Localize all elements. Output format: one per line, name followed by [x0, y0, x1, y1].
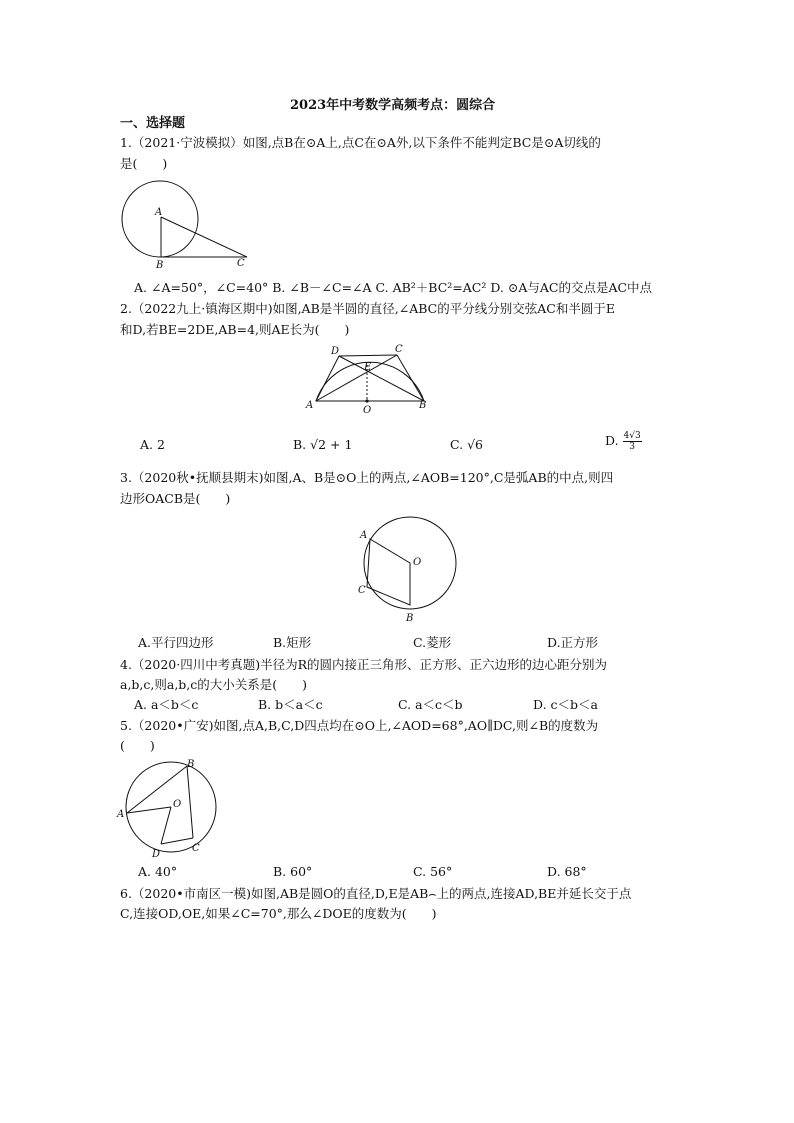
q4-stem-line1: 4.（2020·四川中考真题)半径为R的圆内接正三角形、正方形、正六边形的边心距分别为: [120, 657, 608, 672]
q4-option-d: D. c＜b＜a: [533, 697, 598, 712]
q2-option-d-denominator: 3: [629, 442, 635, 452]
q6-stem-line2: C,连接OD,OE,如果∠C=70°,那么∠DOE的度数为( ): [120, 906, 437, 921]
q2-center-dot: [365, 399, 368, 402]
q3-quadrilateral: [367, 539, 410, 605]
q5-label-b: B: [187, 759, 195, 770]
q2-stem-line2: 和D,若BE=2DE,AB=4,则AE长为( ): [120, 322, 350, 337]
q3-label-b: B: [406, 613, 414, 624]
q4-option-c: C. a＜c＜b: [398, 697, 463, 712]
q6-stem-line1: 6.（2020•市南区一模)如图,AB是圆O的直径,D,E是AB⌢上的两点,连接AD,BE并延长交于点: [120, 886, 632, 901]
q3-stem-line2: 边形OACB是( ): [120, 491, 231, 506]
q5-line-dc: [161, 838, 193, 844]
q5-option-a: A. 40°: [138, 864, 178, 879]
q2-label-b: B: [419, 400, 427, 411]
q5-figure: [116, 757, 221, 862]
q3-option-a: A.平行四边形: [138, 635, 214, 650]
q1-triangle: [161, 217, 247, 257]
q5-label-o: O: [173, 799, 182, 810]
q3-figure: [355, 513, 460, 628]
q2-stem-line1: 2.（2022九上·镇海区期中)如图,AB是半圆的直径,∠ABC的平分线分别交弦AC和半圆于E: [120, 301, 615, 316]
q5-line-bc: [187, 766, 193, 838]
q1-label-b: B: [156, 260, 164, 271]
section-heading: 一、选择题: [120, 116, 186, 131]
q4-stem-line2: a,b,c,则a,b,c的大小关系是( ): [120, 677, 308, 692]
q2-option-b: B. √2 + 1: [293, 437, 353, 452]
q5-stem-line2: ( ): [120, 738, 155, 753]
page-title: 2023年中考数学高频考点：圆综合: [290, 98, 496, 113]
q1-stem-line1: 1.（2021·宁波模拟）如图,点B在⊙A上,点C在⊙A外,以下条件不能判定BC是⊙A切线的: [120, 135, 601, 150]
q3-option-c: C.菱形: [413, 635, 452, 650]
q1-label-c: C: [237, 258, 245, 269]
q3-option-b: B.矩形: [273, 635, 312, 650]
q3-label-o: O: [413, 557, 422, 568]
q5-option-c: C. 56°: [413, 864, 453, 879]
q5-option-d: D. 68°: [547, 864, 587, 879]
q3-label-a: A: [360, 530, 368, 541]
q1-stem-line2: 是( ): [120, 156, 168, 171]
q2-option-d-prefix: D.: [605, 433, 619, 448]
q2-option-d-fraction: [623, 431, 642, 452]
q2-line-dc: [339, 355, 397, 356]
q5-line-od: [161, 807, 171, 844]
q1-figure: [118, 178, 258, 270]
q4-option-a: A. a＜b＜c: [134, 697, 199, 712]
q3-option-d: D.正方形: [547, 635, 599, 650]
q2-option-a: A. 2: [140, 437, 165, 452]
q5-label-a: A: [117, 809, 125, 820]
q2-label-o: O: [363, 405, 372, 416]
q2-figure: [306, 343, 436, 415]
q5-label-d: D: [152, 849, 161, 860]
q2-label-e: E: [364, 362, 372, 373]
q2-option-d: [605, 431, 642, 452]
q3-label-c: C: [358, 585, 366, 596]
q4-option-b: B. b＜a＜c: [258, 697, 323, 712]
q5-option-b: B. 60°: [273, 864, 313, 879]
q2-label-a: A: [306, 400, 314, 411]
q2-label-d: D: [331, 346, 340, 357]
q1-label-a: A: [155, 207, 163, 218]
q2-option-c: C. √6: [450, 437, 483, 452]
q3-stem-line1: 3.（2020秋•抚顺县期末)如图,A、B是⊙O上的两点,∠AOB=120°,C是弧AB的中点,则四: [120, 470, 614, 485]
q2-option-d-numerator: 4√3: [623, 431, 641, 441]
q1-options: A. ∠A=50°，∠C=40° B. ∠B－∠C=∠A C. AB²＋BC²=AC² D. ⊙A与AC的交点是AC中点: [134, 280, 653, 295]
q5-label-c: C: [192, 843, 200, 854]
q5-stem-line1: 5.（2020•广安)如图,点A,B,C,D四点均在⊙O上,∠AOD=68°,AO∥DC,则∠B的度数为: [120, 718, 599, 733]
q1-circle: [122, 181, 198, 257]
q2-label-c: C: [395, 344, 403, 355]
